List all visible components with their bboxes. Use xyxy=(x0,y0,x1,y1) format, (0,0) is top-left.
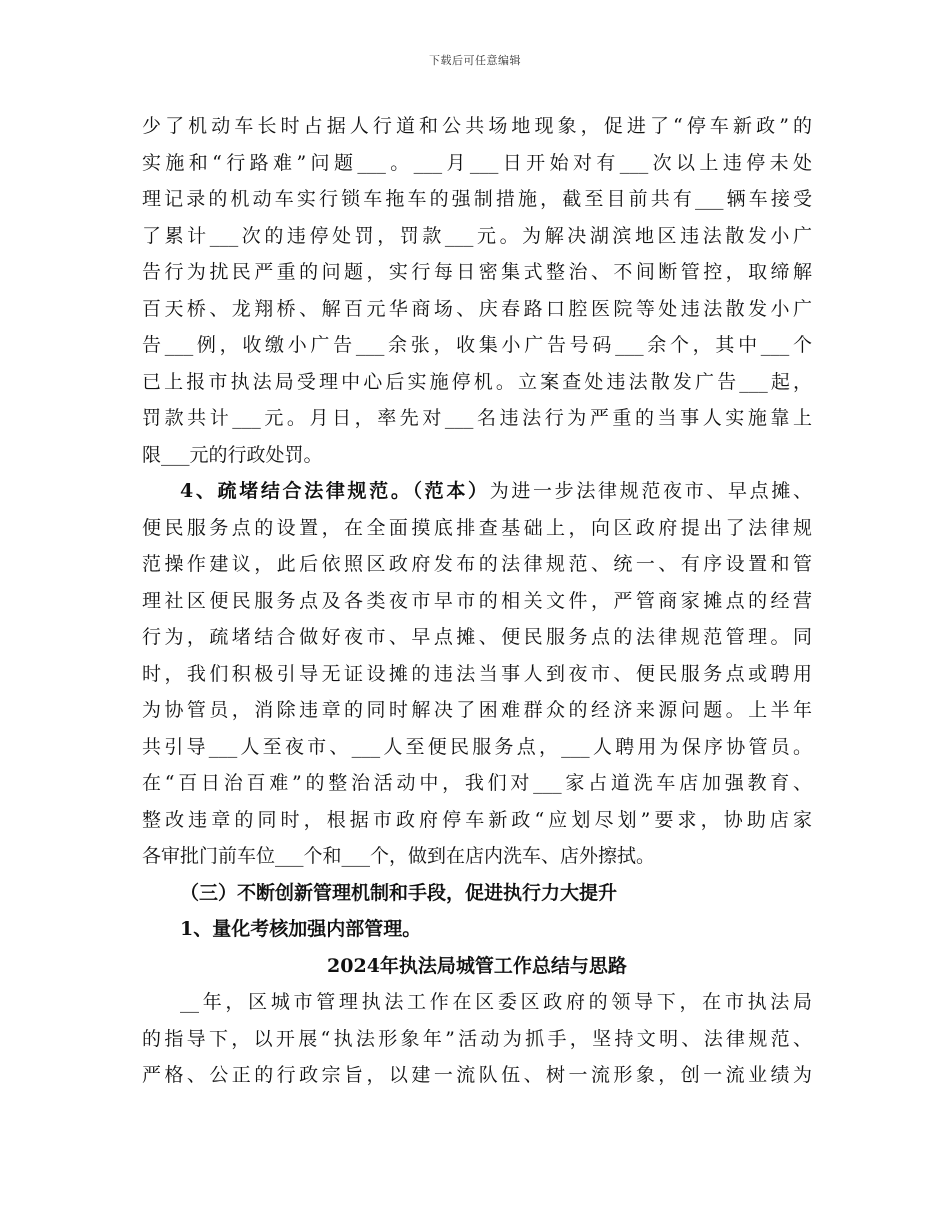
text-line: 理记录的机动车实行锁车拖车的强制措施，截至目前共有___辆车接受 xyxy=(142,188,812,210)
text-line: 共引导___人至夜市、___人至便民服务点，___人聘用为保序协管员。 xyxy=(142,735,812,758)
text-line: 理社区便民服务点及各类夜市早市的相关文件，严管商家摊点的经营 xyxy=(142,589,812,612)
text-line: 便民服务点的设置，在全面摸底排查基础上，向区政府提出了法律规 xyxy=(142,516,812,539)
text-line: 已上报市执法局受理中心后实施停机。立案查处违法散发广告___起， xyxy=(142,370,812,393)
text-line: 百天桥、龙翔桥、解百元华商场、庆春路口腔医院等处违法散发小广 xyxy=(142,297,812,320)
text-line: 告行为扰民严重的问题，实行每日密集式整治、不间断管控，取缔解 xyxy=(142,261,812,283)
text-run: 为进一步法律规范夜市、早点摊、 xyxy=(489,480,812,502)
text-line: 严格、公正的行政宗旨，以建一流队伍、树一流形象，创一流业绩为 xyxy=(142,1064,812,1086)
document-body xyxy=(142,108,812,1094)
section-heading-3: （三）不断创新管理机制和手段，促进执行力大提升 xyxy=(180,881,618,904)
paragraph-parking-and-ads xyxy=(142,108,812,473)
text-line: 实施和“行路难”问题___。___月___日开始对有___次以上违停未处 xyxy=(142,151,812,174)
text-line xyxy=(142,473,812,510)
paragraph-summary-intro xyxy=(142,984,812,1094)
item-heading-1: 1、量化考核加强内部管理。 xyxy=(180,918,422,940)
text-line: __年，区城市管理执法工作在区委区政府的领导下，在市执法局 xyxy=(180,991,812,1013)
text-line: 在“百日治百难”的整治活动中，我们对___家占道洗车店加强教育、 xyxy=(142,772,812,794)
document-title: 2024年执法局城管工作总结与思路 xyxy=(327,954,627,977)
text-line: 告___例，收缴小广告___余张，收集小广告号码___余个，其中___个 xyxy=(142,334,812,356)
text-line: 整改违章的同时，根据市政府停车新政“应划尽划”要求，协助店家 xyxy=(142,808,812,831)
text-line: 限___元的行政处罚。 xyxy=(142,443,323,466)
text-line: 范操作建议，此后依照区政府发布的法律规范、统一、有序设置和管 xyxy=(142,553,812,575)
section-heading-4: 4、疏堵结合法律规范。（范本） xyxy=(180,480,490,502)
text-line: 罚款共计___元。月日，率先对___名违法行为严重的当事人实施靠上 xyxy=(142,407,812,429)
text-line: 时，我们积极引导无证设摊的违法当事人到夜市、便民服务点或聘用 xyxy=(142,662,812,685)
text-line: 行为，疏堵结合做好夜市、早点摊、便民服务点的法律规范管理。同 xyxy=(142,626,812,648)
paragraph-legal-regulation xyxy=(142,473,812,875)
page-header: 下载后可任意编辑 xyxy=(429,54,521,67)
text-line: 了累计___次的违停处罚，罚款___元。为解决湖滨地区违法散发小广 xyxy=(142,224,812,247)
text-line: 为协管员，消除违章的同时解决了困难群众的经济来源问题。上半年 xyxy=(142,699,812,721)
text-line: 各审批门前车位___个和___个，做到在店内洗车、店外擦拭。 xyxy=(142,845,656,867)
text-line: 少了机动车长时占据人行道和公共场地现象，促进了“停车新政”的 xyxy=(142,115,812,137)
text-line: 的指导下，以开展“执法形象年”活动为抓手，坚持文明、法律规范、 xyxy=(142,1027,812,1050)
